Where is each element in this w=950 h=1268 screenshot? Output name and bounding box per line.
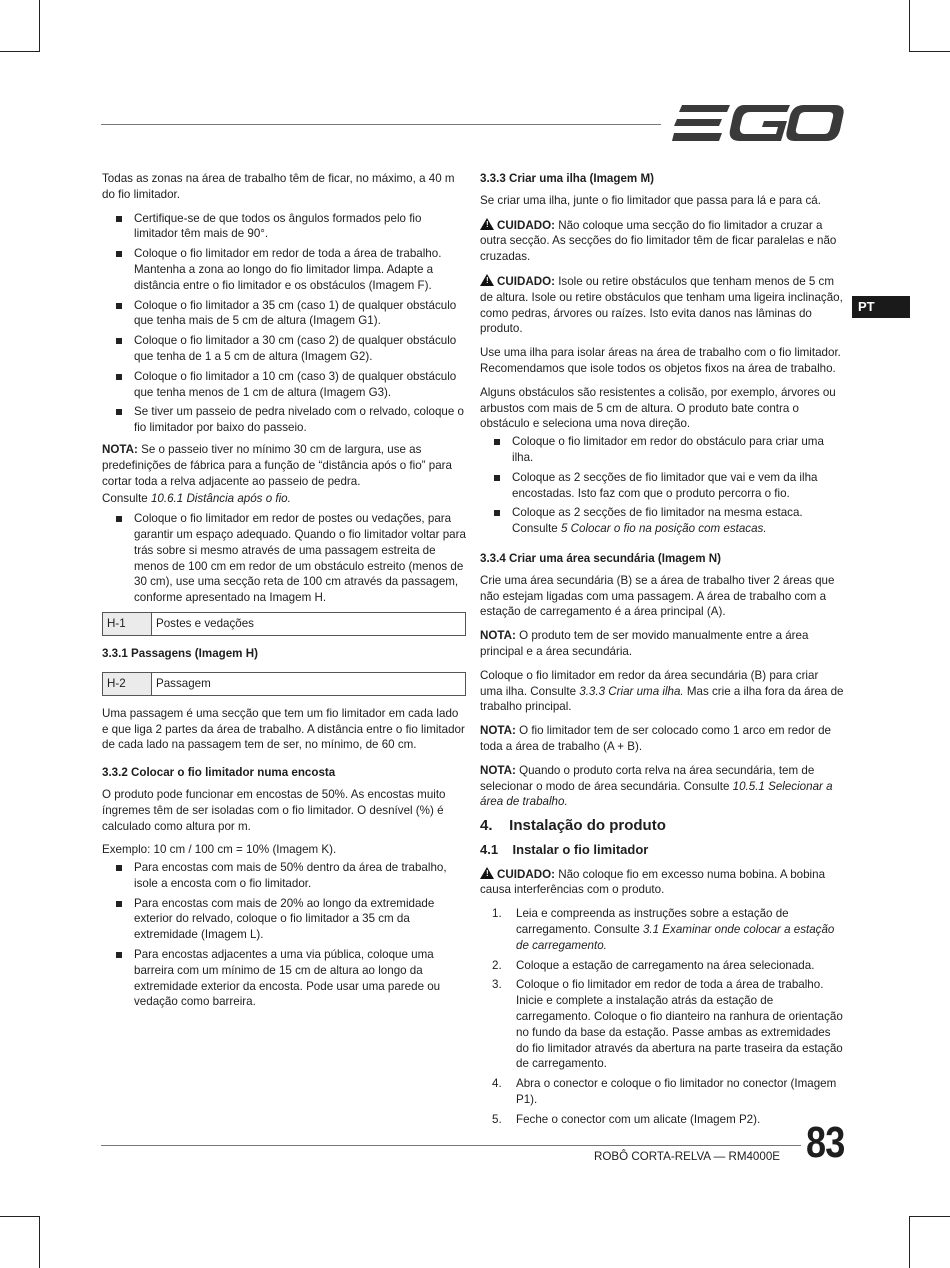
cross-reference-link[interactable]: 3.1 Examinar onde colocar a estação de carregamento. bbox=[516, 923, 835, 952]
caution-text: Não coloque uma secção do fio limitador a cruzar a outra secção. As secções do fio limitador têm de ficar paralelas e não cruzadas. bbox=[480, 218, 837, 264]
consult-paragraph bbox=[102, 491, 466, 507]
step-text: Leia e compreenda as instruções sobre a estação de carregamento. Consulte bbox=[516, 907, 789, 937]
page-number: 83 bbox=[806, 1118, 845, 1167]
body-paragraph bbox=[480, 668, 844, 715]
bullet-list bbox=[102, 511, 466, 606]
list-item bbox=[480, 1076, 844, 1108]
section-heading: 3.3.2 Colocar o fio limitador numa encosta bbox=[102, 766, 336, 780]
caution-text: Não coloque fio em excesso numa bobina. A bobina causa interferências com o produto. bbox=[480, 867, 826, 897]
table-row bbox=[103, 612, 466, 635]
warning-icon: ! bbox=[480, 274, 494, 286]
list-item: Coloque as 2 secções de fio limitador que vai e vem da ilha encostadas. Isto faz com que o produto percorra o fio. bbox=[480, 470, 844, 502]
consult-prefix: Consulte bbox=[102, 492, 151, 506]
intro-paragraph: Todas as zonas na área de trabalho têm de ficar, no máximo, a 40 m do fio limitador. bbox=[102, 172, 455, 201]
right-column bbox=[480, 171, 844, 1132]
crop-mark bbox=[39, 1216, 40, 1268]
body-paragraph: O produto pode funcionar em encostas de 50%. As encostas muito íngremes têm de ser isoladas com o fio limitador. O desnível (%) é calculado como altura por m. bbox=[102, 787, 446, 833]
warning-icon: ! bbox=[480, 867, 494, 879]
list-item: Para encostas com mais de 20% ao longo da extremidade exterior do relvado, coloque o fio limitador a 35 cm da extremidade (Imagem L). bbox=[102, 896, 466, 943]
section-heading: 4.1 Instalar o fio limitador bbox=[480, 841, 649, 857]
list-item bbox=[480, 958, 844, 974]
list-item: Para encostas com mais de 50% dentro da área de trabalho, isole a encosta com o fio limitador. bbox=[102, 860, 466, 892]
note-label: NOTA: bbox=[102, 442, 138, 456]
body-paragraph: Se criar uma ilha, junte o fio limitador que passa para lá e para cá. bbox=[480, 193, 821, 207]
bullet-list bbox=[102, 211, 466, 436]
note-paragraph bbox=[480, 723, 844, 755]
list-item bbox=[480, 906, 844, 953]
list-item: Coloque o fio limitador a 30 cm (caso 2) de qualquer obstáculo que tenha de 1 a 5 cm de altura (Imagem G2). bbox=[102, 333, 466, 365]
caution-label: CUIDADO: bbox=[497, 218, 555, 232]
list-item bbox=[480, 977, 844, 1072]
list-item: Coloque o fio limitador em redor de toda a área de trabalho. Mantenha a zona ao longo do fio limitador limpa. Adapte a distância entre o fio limitador e os obstáculos (Imagem F). bbox=[102, 246, 466, 293]
cross-reference-link[interactable]: 3.3.3 Criar uma ilha. bbox=[579, 684, 684, 698]
legend-table bbox=[102, 612, 466, 636]
step-number: 4. bbox=[492, 1077, 502, 1091]
crop-mark bbox=[909, 1216, 950, 1217]
step-number: 1. bbox=[492, 907, 502, 921]
ego-logo bbox=[672, 103, 844, 143]
list-item: Coloque o fio limitador em redor de postes ou vedações, para garantir um espaço adequado. Quando o fio limitador voltar para trás sobre si mesmo através de uma passagem estreita de menos de 100 cm em redor de um obstáculo estreito (menos de 30 cm), use uma secção reta de 100 cm através da passagem, conforme apresentado na Imagem H. bbox=[102, 511, 466, 606]
table-cell: Postes e vedações bbox=[152, 612, 466, 635]
example-paragraph: Exemplo: 10 cm / 100 cm = 10% (Imagem K). bbox=[102, 843, 337, 857]
caution-text: Isole ou retire obstáculos que tenham menos de 5 cm de altura. Isole ou retire obstáculos que tenham uma ligeira inclinação, como pedras, árvores ou raízes. Isto evita danos nas lâminas do produto. bbox=[480, 274, 843, 336]
header-rule bbox=[101, 124, 661, 125]
step-number: 5. bbox=[492, 1112, 502, 1126]
note-label: NOTA: bbox=[480, 629, 516, 643]
crop-mark bbox=[0, 1216, 40, 1217]
list-item bbox=[480, 505, 844, 537]
note-paragraph bbox=[480, 628, 844, 660]
caution-paragraph bbox=[480, 217, 844, 265]
cross-reference-link[interactable]: 10.6.1 Distância após o fio. bbox=[150, 492, 291, 506]
note-text: O fio limitador tem de ser colocado como 1 arco em redor de toda a área de trabalho (A + B). bbox=[480, 724, 831, 753]
caution-label: CUIDADO: bbox=[497, 274, 555, 288]
body-paragraph: Uma passagem é uma secção que tem um fio limitador em cada lado e que liga 2 partes da área de trabalho. A distância entre o fio limitador de cada lado na passagem tem de ser, no mínimo, de 60 cm. bbox=[102, 706, 465, 752]
legend-table bbox=[102, 672, 466, 696]
step-text: Coloque a estação de carregamento na área selecionada. bbox=[516, 958, 815, 972]
cross-reference-link[interactable]: 10.5.1 Selecionar a área de trabalho. bbox=[480, 779, 833, 809]
warning-icon: ! bbox=[480, 218, 494, 230]
note-paragraph bbox=[480, 763, 844, 810]
left-column bbox=[102, 171, 466, 1016]
crop-mark bbox=[909, 0, 910, 52]
cross-reference-link[interactable]: 5 Colocar o fio na posição com estacas. bbox=[560, 522, 767, 536]
body-paragraph: Alguns obstáculos são resistentes a colisão, por exemplo, árvores ou arbustos com mais de 5 cm de altura. O produto bate contra o obstáculo e seleciona uma nova direção. bbox=[480, 385, 836, 431]
list-item: Coloque o fio limitador a 35 cm (caso 1) de qualquer obstáculo que tenha mais de 5 cm de altura (Imagem G1). bbox=[102, 298, 466, 330]
list-item bbox=[480, 1112, 844, 1128]
table-row bbox=[103, 672, 466, 695]
note-paragraph bbox=[102, 442, 466, 489]
table-cell: H-1 bbox=[103, 612, 152, 635]
note-label: NOTA: bbox=[480, 763, 516, 777]
note-text: O produto tem de ser movido manualmente entre a área principal e a área secundária. bbox=[480, 629, 809, 658]
crop-mark bbox=[0, 51, 40, 52]
caution-label: CUIDADO: bbox=[497, 867, 555, 881]
note-text: Quando o produto corta relva na área secundária, tem de selecionar o modo de área secundária. Consulte bbox=[480, 763, 815, 793]
step-text: Feche o conector com um alicate (Imagem P2). bbox=[516, 1112, 761, 1126]
section-heading: 3.3.1 Passagens (Imagem H) bbox=[102, 646, 258, 660]
list-item: Certifique-se de que todos os ângulos formados pelo fio limitador têm mais de 90°. bbox=[102, 211, 466, 243]
body-text: Coloque o fio limitador em redor da área secundária (B) para criar uma ilha. Consulte bbox=[480, 668, 819, 698]
crop-mark bbox=[909, 51, 950, 52]
list-item: Coloque o fio limitador em redor do obstáculo para criar uma ilha. bbox=[480, 434, 844, 466]
step-number: 3. bbox=[492, 978, 502, 992]
body-paragraph: Crie uma área secundária (B) se a área de trabalho tiver 2 áreas que não estejam ligadas com uma passagem. A área de trabalho com a estação de carregamento é a área principal (A). bbox=[480, 573, 835, 619]
crop-mark bbox=[39, 0, 40, 52]
bullet-list bbox=[480, 434, 844, 537]
chapter-heading: 4. Instalação do produto bbox=[480, 817, 666, 835]
list-item-text: Coloque as 2 secções de fio limitador na mesma estaca. Consulte bbox=[512, 506, 803, 536]
body-text: Mas crie a ilha fora da área de trabalho principal. bbox=[480, 684, 844, 714]
footer-model: ROBÔ CORTA-RELVA — RM4000E bbox=[594, 1150, 780, 1163]
note-text: Se o passeio tiver no mínimo 30 cm de largura, use as predefinições de fábrica para a função de “distância após o fio” para cortar toda a relva adjacente ao passeio de pedra. bbox=[102, 442, 452, 488]
section-heading: 3.3.4 Criar uma área secundária (Imagem N) bbox=[480, 551, 722, 565]
table-cell: Passagem bbox=[152, 672, 466, 695]
language-tab: PT bbox=[852, 296, 910, 318]
numbered-list bbox=[480, 906, 844, 1127]
list-item: Se tiver um passeio de pedra nivelado com o relvado, coloque o fio limitador por baixo do passeio. bbox=[102, 404, 466, 436]
section-heading: 3.3.3 Criar uma ilha (Imagem M) bbox=[480, 172, 654, 185]
note-label: NOTA: bbox=[480, 724, 516, 738]
body-paragraph: Use uma ilha para isolar áreas na área de trabalho com o fio limitador. Recomendamos que isole todos os objetos fixos na área de trabalho. bbox=[480, 346, 841, 375]
step-text: Coloque o fio limitador em redor de toda a área de trabalho. Inicie e complete a instalação atrás da estação de carregamento. Coloque o fio dianteiro na ranhura de orientação no fundo da base da estação. Passe ambas as extremidades do fio limitador através da abertura na parte traseira da estação de carregamento. bbox=[516, 978, 843, 1071]
list-item: Coloque o fio limitador a 10 cm (caso 3) de qualquer obstáculo que tenha menos de 1 cm de altura (Imagem G3). bbox=[102, 369, 466, 401]
step-text: Abra o conector e coloque o fio limitador no conector (Imagem P1). bbox=[516, 1077, 837, 1107]
footer-rule bbox=[101, 1145, 801, 1146]
step-number: 2. bbox=[492, 958, 502, 972]
list-item: Para encostas adjacentes a uma via pública, coloque uma barreira com um mínimo de 15 cm de altura ao longo da extremidade exterior da encosta. Pode usar uma parede ou vedação como barreira. bbox=[102, 947, 466, 1010]
caution-paragraph bbox=[480, 273, 844, 337]
table-cell: H-2 bbox=[103, 672, 152, 695]
bullet-list bbox=[102, 860, 466, 1010]
crop-mark bbox=[909, 1216, 910, 1268]
caution-paragraph bbox=[480, 866, 844, 899]
